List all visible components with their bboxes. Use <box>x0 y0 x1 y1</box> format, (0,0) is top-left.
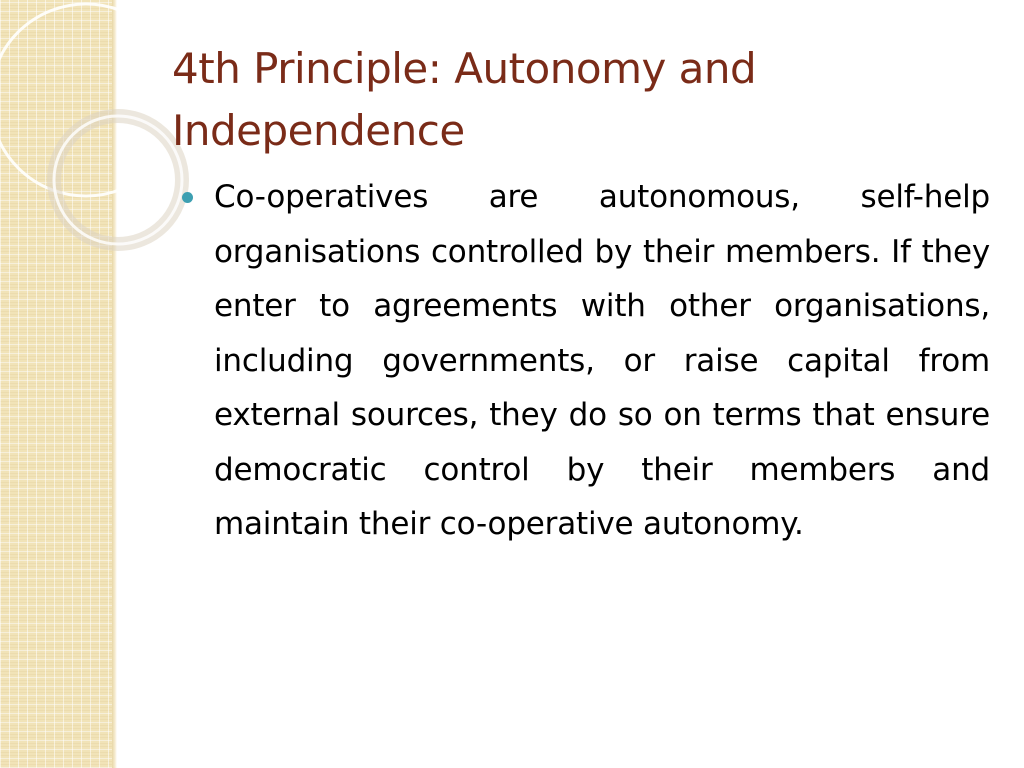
slide-title: 4th Principle: Autonomy and Independence <box>172 44 757 155</box>
bullet-marker <box>182 192 193 203</box>
slide-content <box>182 170 990 552</box>
side-band-edge <box>112 0 117 768</box>
bullet-text: Co-operatives are autonomous, self-help organisations controlled by their members. If they enter to agreements with other organisations, including governments, or raise capital from external sources, they do so on terms that ensure democratic control by their members and maintain their co-operative autonomy. <box>214 179 990 542</box>
decorative-side-band <box>0 0 112 768</box>
